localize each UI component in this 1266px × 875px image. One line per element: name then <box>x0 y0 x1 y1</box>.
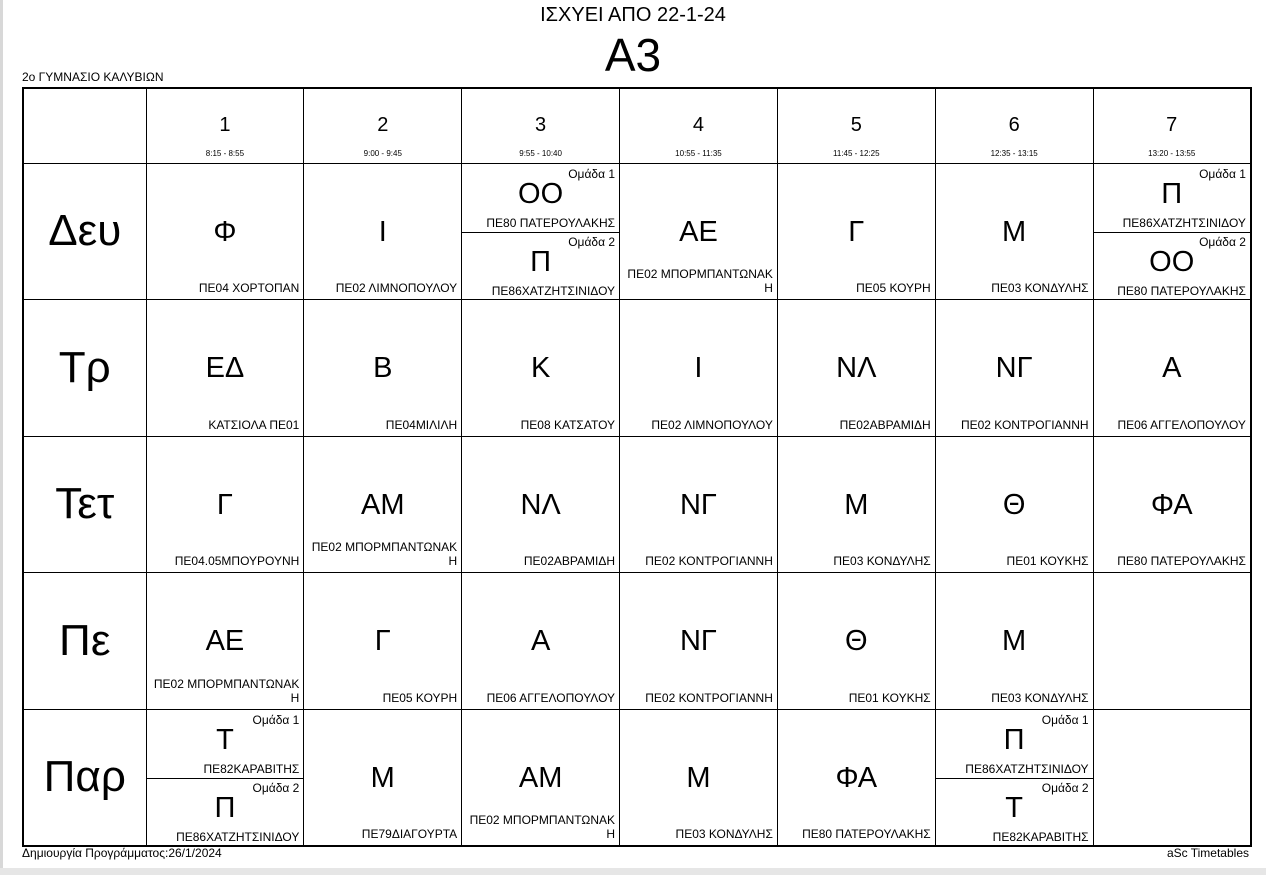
teacher-name: ΠΕ02 ΜΠΟΡΜΠΑΝΤΩΝΑΚ Η <box>627 267 773 296</box>
subject-code: Α <box>530 625 551 658</box>
teacher-name: ΠΕ02 ΜΠΟΡΜΠΑΝΤΩΝΑΚ Η <box>469 812 616 841</box>
lesson-cell <box>620 436 778 573</box>
lesson <box>462 300 619 436</box>
lesson <box>304 437 461 573</box>
group-slot <box>936 778 1093 846</box>
lesson <box>936 164 1093 300</box>
lesson-cell <box>462 573 620 710</box>
period-header <box>620 88 778 163</box>
lesson <box>620 164 777 300</box>
lesson-cell <box>777 300 935 437</box>
lesson-cell <box>777 573 935 710</box>
teacher-name: ΠΕ80 ΠΑΤΕΡΟΥΛΑΚΗΣ <box>486 215 616 230</box>
subject-code: ΕΔ <box>205 352 245 385</box>
subject-code: Θ <box>845 625 868 658</box>
lesson <box>620 573 777 709</box>
subject-code: ΑΜ <box>518 761 563 794</box>
lesson-cell <box>620 300 778 437</box>
lesson <box>778 164 935 300</box>
lesson <box>620 300 777 436</box>
day-cell <box>23 163 146 300</box>
lesson-cell <box>1093 709 1251 846</box>
group-slot <box>1094 232 1250 300</box>
lesson-cell <box>146 709 304 846</box>
teacher-name: ΚΑΤΣΙΟΛΑ ΠΕ01 <box>208 417 300 432</box>
subject-code: Π <box>214 791 236 824</box>
lesson <box>147 164 304 300</box>
day-cell <box>23 573 146 710</box>
teacher-name: ΠΕ02 ΛΙΜΝΟΠΟΥΛΟΥ <box>651 417 773 432</box>
subject-code: ΟΟ <box>1149 245 1195 278</box>
teacher-name: ΠΕ86ΧΑΤΖΗΤΣΙΝΙΔΟΥ <box>491 283 616 298</box>
teacher-name: ΠΕ86ΧΑΤΖΗΤΣΙΝΙΔΟΥ <box>1122 215 1246 230</box>
group-label: Ομάδα 1 <box>1041 712 1089 727</box>
teacher-name: ΠΕ04 ΧΟΡΤΟΠΑΝ <box>198 281 300 296</box>
class-title: Α3 <box>604 29 662 81</box>
lesson <box>1094 300 1250 436</box>
lesson-cell <box>462 163 620 300</box>
subject-code: Θ <box>1002 488 1026 521</box>
creation-date: Δημιουργία Προγράμματος:26/1/2024 <box>22 846 222 860</box>
lesson <box>778 300 935 436</box>
subject-code: Φ <box>213 215 237 248</box>
group-slot <box>462 232 619 300</box>
period-time: 9:00 - 9:45 <box>363 149 402 158</box>
lesson-cell <box>1093 300 1251 437</box>
subject-code: ΦΑ <box>835 761 878 794</box>
lesson-cell <box>146 300 304 437</box>
subject-code: Γ <box>216 488 233 521</box>
day-label: Πε <box>59 616 111 666</box>
subject-code: Μ <box>686 761 711 794</box>
lesson-cell <box>462 436 620 573</box>
period-number: 7 <box>1166 114 1178 136</box>
subject-code: Μ <box>1002 625 1027 658</box>
lesson <box>462 437 619 573</box>
period-time: 10:55 - 11:35 <box>675 149 722 158</box>
period-time: 12:35 - 13:15 <box>990 149 1038 158</box>
lesson-cell <box>1093 436 1251 573</box>
day-row <box>23 573 1251 710</box>
lesson <box>936 437 1093 573</box>
teacher-name: ΠΕ08 ΚΑΤΣΑΤΟΥ <box>520 417 616 432</box>
day-row <box>23 709 1251 846</box>
teacher-name: ΠΕ03 ΚΟΝΔΥΛΗΣ <box>991 690 1089 705</box>
subject-code: Ι <box>694 352 703 385</box>
subject-code: Γ <box>374 625 391 658</box>
day-row <box>23 300 1251 437</box>
validity-heading: ΙΣΧΥΕΙ ΑΠΟ 22-1-24 <box>540 4 726 26</box>
lesson-cell <box>462 300 620 437</box>
day-cell <box>23 436 146 573</box>
subject-code: ΝΓ <box>679 625 717 658</box>
teacher-name: ΠΕ02ΑΒΡΑΜΙΔΗ <box>523 554 616 569</box>
page-bottom-edge <box>0 868 1266 875</box>
lesson-cell <box>304 573 462 710</box>
group-label: Ομάδα 2 <box>1199 234 1246 249</box>
lesson-cell <box>620 163 778 300</box>
subject-code: ΦΑ <box>1150 488 1193 521</box>
lesson-cell <box>935 573 1093 710</box>
subject-code: ΝΛ <box>520 488 561 521</box>
teacher-name: ΠΕ82ΚΑΡΑΒΙΤΗΣ <box>203 761 300 776</box>
subject-code: Ι <box>378 215 387 248</box>
teacher-name: ΠΕ02ΑΒΡΑΜΙΔΗ <box>839 417 931 432</box>
lesson <box>778 437 935 573</box>
group-label: Ομάδα 2 <box>1041 780 1089 795</box>
teacher-name: ΠΕ02 ΚΟΝΤΡΟΓΙΑΝΝΗ <box>645 554 773 569</box>
teacher-name: ΠΕ06 ΑΓΓΕΛΟΠΟΥΛΟΥ <box>486 690 616 705</box>
subject-code: Τ <box>216 723 234 756</box>
lesson-cell <box>777 436 935 573</box>
teacher-name: ΠΕ02 ΛΙΜΝΟΠΟΥΛΟΥ <box>335 281 458 296</box>
header-row <box>23 88 1251 163</box>
teacher-name: ΠΕ03 ΚΟΝΔΥΛΗΣ <box>833 554 931 569</box>
period-number: 5 <box>850 114 862 136</box>
subject-code: ΝΓ <box>995 352 1033 385</box>
lesson <box>462 710 619 845</box>
teacher-name: ΠΕ06 ΑΓΓΕΛΟΠΟΥΛΟΥ <box>1117 417 1246 432</box>
lesson <box>936 573 1093 709</box>
subject-code: ΟΟ <box>518 177 564 210</box>
day-label: Τετ <box>55 479 115 529</box>
subject-code: ΑΜ <box>361 488 405 521</box>
teacher-name: ΠΕ05 ΚΟΥΡΗ <box>382 690 458 705</box>
subject-code: Β <box>373 352 393 385</box>
teacher-name: ΠΕ01 ΚΟΥΚΗΣ <box>848 690 931 705</box>
subject-code: Κ <box>530 352 551 385</box>
lesson-cell <box>146 163 304 300</box>
period-header <box>935 88 1093 163</box>
lesson-cell <box>304 436 462 573</box>
school-name: 2ο ΓΥΜΝΑΣΙΟ ΚΑΛΥΒΙΩΝ <box>22 70 164 84</box>
lesson-cell <box>304 163 462 300</box>
period-number: 3 <box>535 114 547 136</box>
subject-code: ΑΕ <box>205 625 245 658</box>
lesson-cell <box>620 573 778 710</box>
day-cell <box>23 300 146 437</box>
lesson <box>778 573 935 709</box>
group-label: Ομάδα 1 <box>568 166 616 181</box>
teacher-name: ΠΕ82ΚΑΡΑΒΙΤΗΣ <box>992 829 1089 844</box>
subject-code: Π <box>1161 177 1183 210</box>
group-slot <box>1094 164 1250 233</box>
teacher-name: ΠΕ03 ΚΟΝΔΥΛΗΣ <box>991 281 1089 296</box>
corner-cell <box>23 88 146 163</box>
period-number: 6 <box>1008 114 1020 136</box>
lesson-cell <box>1093 573 1251 710</box>
subject-code: Π <box>530 245 552 278</box>
teacher-name: ΠΕ01 ΚΟΥΚΗΣ <box>1006 554 1089 569</box>
period-time: 13:20 - 13:55 <box>1148 149 1196 158</box>
subject-code: Μ <box>844 488 869 521</box>
lesson <box>620 710 777 845</box>
day-row <box>23 163 1251 300</box>
period-header <box>1093 88 1251 163</box>
day-label: Τρ <box>58 342 111 392</box>
subject-code: ΝΛ <box>836 352 877 385</box>
teacher-name: ΠΕ02 ΜΠΟΡΜΠΑΝΤΩΝΑΚ Η <box>153 676 300 705</box>
teacher-name: ΠΕ86ΧΑΤΖΗΤΣΙΝΙΔΟΥ <box>965 761 1089 776</box>
subject-code: Γ <box>848 215 865 248</box>
teacher-name: ΠΕ80 ΠΑΤΕΡΟΥΛΑΚΗΣ <box>1117 283 1246 298</box>
lesson <box>778 710 935 845</box>
subject-code: Μ <box>370 761 395 794</box>
teacher-name: ΠΕ79ΔΙΑΓΟΥΡΤΑ <box>361 826 458 841</box>
lesson <box>620 437 777 573</box>
teacher-name: ΠΕ02 ΜΠΟΡΜΠΑΝΤΩΝΑΚ Η <box>311 540 458 569</box>
group-slot <box>147 778 304 846</box>
lesson-cell <box>935 709 1093 846</box>
lesson <box>304 164 461 300</box>
timetable-grid <box>22 87 1252 847</box>
page-left-edge <box>0 0 3 875</box>
period-number: 4 <box>692 114 705 136</box>
subject-code: Τ <box>1005 791 1023 824</box>
lesson-cell <box>304 300 462 437</box>
period-header <box>146 88 304 163</box>
teacher-name: ΠΕ02 ΚΟΝΤΡΟΓΙΑΝΝΗ <box>960 417 1089 432</box>
teacher-name: ΠΕ04.05ΜΠΟΥΡΟΥΝΗ <box>174 554 300 569</box>
lesson-cell <box>935 300 1093 437</box>
lesson <box>147 437 304 573</box>
lesson-cell <box>935 436 1093 573</box>
lesson <box>1094 437 1250 573</box>
lesson <box>1094 710 1250 845</box>
lesson-cell <box>1093 163 1251 300</box>
day-label: Δευ <box>48 206 122 256</box>
lesson-cell <box>146 573 304 710</box>
group-label: Ομάδα 1 <box>1199 166 1246 181</box>
lesson <box>147 300 304 436</box>
software-credit: aSc Timetables <box>1166 846 1249 860</box>
lesson-cell <box>620 709 778 846</box>
lesson <box>304 300 461 436</box>
subject-code: Μ <box>1002 215 1027 248</box>
period-time: 8:15 - 8:55 <box>205 149 245 158</box>
teacher-name: ΠΕ04ΜΙΛΙΛΗ <box>385 417 458 432</box>
period-number: 1 <box>219 114 231 136</box>
lesson-cell <box>304 709 462 846</box>
subject-code: Α <box>1162 352 1182 385</box>
lesson <box>936 300 1093 436</box>
lesson-cell <box>462 709 620 846</box>
lesson <box>462 573 619 709</box>
day-cell <box>23 709 146 846</box>
period-number: 2 <box>377 114 389 136</box>
lesson <box>1094 573 1250 709</box>
group-slot <box>147 710 304 779</box>
lesson <box>304 573 461 709</box>
teacher-name: ΠΕ05 ΚΟΥΡΗ <box>856 281 931 296</box>
group-label: Ομάδα 1 <box>252 712 300 727</box>
teacher-name: ΠΕ86ΧΑΤΖΗΤΣΙΝΙΔΟΥ <box>176 829 300 844</box>
group-label: Ομάδα 2 <box>568 234 616 249</box>
lesson-cell <box>146 436 304 573</box>
group-slot <box>936 710 1093 779</box>
teacher-name: ΠΕ03 ΚΟΝΔΥΛΗΣ <box>675 826 773 841</box>
teacher-name: ΠΕ80 ΠΑΤΕΡΟΥΛΑΚΗΣ <box>1117 554 1246 569</box>
day-row <box>23 436 1251 573</box>
teacher-name: ΠΕ02 ΚΟΝΤΡΟΓΙΑΝΝΗ <box>645 690 773 705</box>
subject-code: ΝΓ <box>679 488 717 521</box>
group-slot <box>462 164 619 233</box>
period-header <box>304 88 462 163</box>
period-time: 9:55 - 10:40 <box>519 149 562 158</box>
group-label: Ομάδα 2 <box>252 780 300 795</box>
lesson-cell <box>935 163 1093 300</box>
teacher-name: ΠΕ80 ΠΑΤΕΡΟΥΛΑΚΗΣ <box>802 826 931 841</box>
lesson-cell <box>777 709 935 846</box>
subject-code: ΑΕ <box>679 215 718 248</box>
day-label: Παρ <box>43 752 126 802</box>
lesson <box>304 710 461 845</box>
lesson-cell <box>777 163 935 300</box>
period-header <box>462 88 620 163</box>
period-header <box>777 88 935 163</box>
lesson <box>147 573 304 709</box>
period-time: 11:45 - 12:25 <box>833 149 880 158</box>
subject-code: Π <box>1003 723 1025 756</box>
